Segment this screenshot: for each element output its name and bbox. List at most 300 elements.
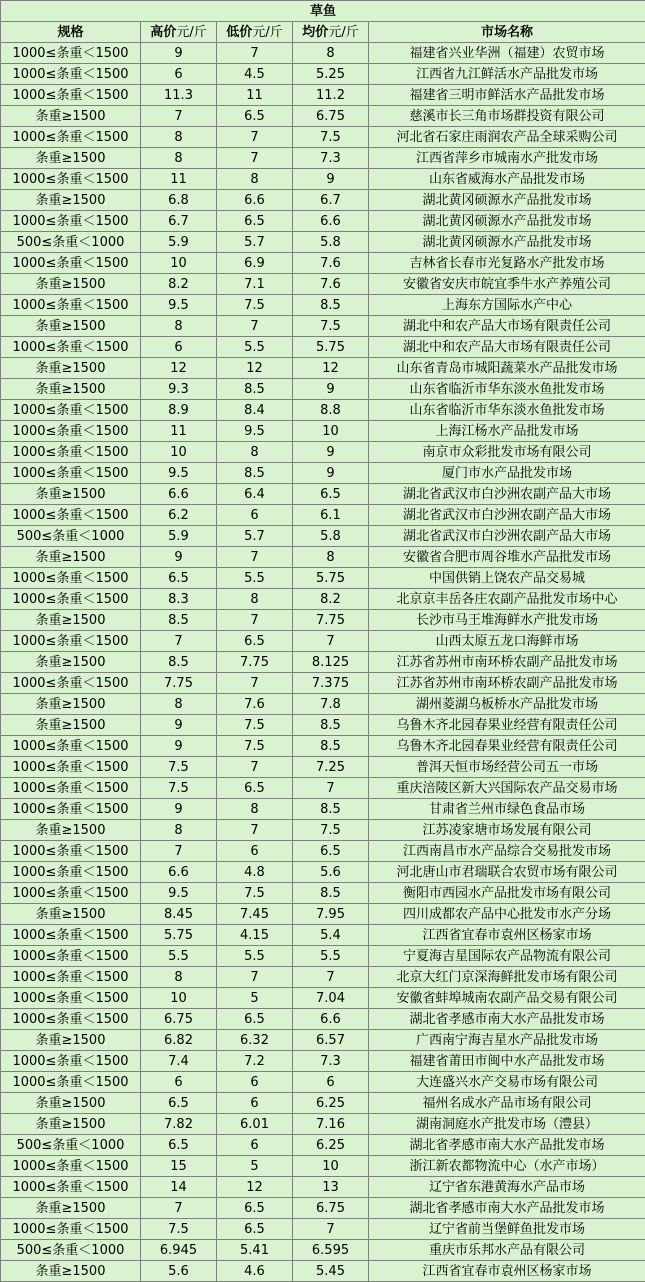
cell-high-price: 6 <box>141 64 217 85</box>
cell-market-name: 江西省宜春市袁州区杨家市场 <box>369 925 645 946</box>
cell-avg-price: 7.6 <box>293 253 369 274</box>
cell-high-price: 8.2 <box>141 274 217 295</box>
table-row <box>1 946 645 967</box>
cell-market-name: 湖州菱湖乌板桥水产品批发市场 <box>369 694 645 715</box>
table-row <box>1 925 645 946</box>
cell-spec: 1000≤条重＜1500 <box>1 442 141 463</box>
table-row <box>1 1114 645 1135</box>
cell-avg-price: 8.5 <box>293 295 369 316</box>
cell-avg-price: 7.3 <box>293 148 369 169</box>
table-row <box>1 148 645 169</box>
cell-low-price: 6.5 <box>217 1009 293 1030</box>
cell-avg-price: 6 <box>293 1072 369 1093</box>
cell-spec: 1000≤条重＜1500 <box>1 463 141 484</box>
cell-low-price: 6 <box>217 1093 293 1114</box>
cell-market-name: 辽宁省前当堡鲜鱼批发市场 <box>369 1219 645 1240</box>
header-row <box>1 22 645 43</box>
cell-market-name: 湖北省武汉市白沙洲农副产品大市场 <box>369 526 645 547</box>
cell-high-price: 14 <box>141 1177 217 1198</box>
cell-low-price: 6 <box>217 1072 293 1093</box>
cell-avg-price: 7.6 <box>293 274 369 295</box>
cell-high-price: 15 <box>141 1156 217 1177</box>
cell-high-price: 9 <box>141 799 217 820</box>
cell-low-price: 7 <box>217 610 293 631</box>
cell-avg-price: 6.5 <box>293 841 369 862</box>
cell-avg-price: 9 <box>293 169 369 190</box>
cell-low-price: 7.6 <box>217 694 293 715</box>
cell-high-price: 12 <box>141 358 217 379</box>
table-row <box>1 1240 645 1261</box>
cell-spec: 1000≤条重＜1500 <box>1 1051 141 1072</box>
cell-low-price: 6.5 <box>217 631 293 652</box>
cell-high-price: 7.4 <box>141 1051 217 1072</box>
cell-low-price: 6.5 <box>217 211 293 232</box>
cell-avg-price: 9 <box>293 463 369 484</box>
cell-market-name: 河北唐山市君瑞联合农贸市场有限公司 <box>369 862 645 883</box>
header-avg-price <box>293 22 369 43</box>
cell-market-name: 大连盛兴水产交易市场有限公司 <box>369 1072 645 1093</box>
cell-high-price: 6.7 <box>141 211 217 232</box>
cell-market-name: 福建省三明市鲜活水产品批发市场 <box>369 85 645 106</box>
cell-spec: 1000≤条重＜1500 <box>1 211 141 232</box>
cell-low-price: 7.75 <box>217 652 293 673</box>
cell-low-price: 8 <box>217 442 293 463</box>
table-row <box>1 316 645 337</box>
cell-low-price: 8.5 <box>217 379 293 400</box>
cell-market-name: 江苏凌家塘市场发展有限公司 <box>369 820 645 841</box>
cell-low-price: 11 <box>217 85 293 106</box>
table-row <box>1 610 645 631</box>
cell-high-price: 8 <box>141 127 217 148</box>
cell-avg-price: 7.3 <box>293 1051 369 1072</box>
cell-market-name: 衡阳市西园水产品批发市场有限公司 <box>369 883 645 904</box>
cell-spec: 1000≤条重＜1500 <box>1 43 141 64</box>
cell-avg-price: 6.5 <box>293 484 369 505</box>
header-unit: 元/斤 <box>252 24 283 40</box>
cell-market-name: 湖北省孝感市南大水产品批发市场 <box>369 1009 645 1030</box>
cell-spec: 1000≤条重＜1500 <box>1 295 141 316</box>
cell-high-price: 6.945 <box>141 1240 217 1261</box>
cell-spec: 条重≥1500 <box>1 274 141 295</box>
cell-low-price: 4.8 <box>217 862 293 883</box>
header-label: 低价 <box>226 24 253 40</box>
cell-avg-price: 7.5 <box>293 316 369 337</box>
cell-market-name: 宁夏海吉星国际农产品物流有限公司 <box>369 946 645 967</box>
cell-low-price: 7 <box>217 673 293 694</box>
table-row <box>1 232 645 253</box>
cell-avg-price: 7.16 <box>293 1114 369 1135</box>
cell-spec: 1000≤条重＜1500 <box>1 127 141 148</box>
cell-market-name: 河北省石家庄雨润农产品全球采购公司 <box>369 127 645 148</box>
table-row <box>1 358 645 379</box>
cell-avg-price: 5.75 <box>293 568 369 589</box>
cell-low-price: 6.5 <box>217 1198 293 1219</box>
cell-market-name: 厦门市水产品批发市场 <box>369 463 645 484</box>
cell-market-name: 山东省临沂市华东淡水鱼批发市场 <box>369 400 645 421</box>
cell-low-price: 5 <box>217 1156 293 1177</box>
table-row <box>1 1198 645 1219</box>
cell-spec: 500≤条重＜1000 <box>1 1240 141 1261</box>
cell-avg-price: 5.4 <box>293 925 369 946</box>
cell-market-name: 乌鲁木齐北园春果业经营有限责任公司 <box>369 736 645 757</box>
header-label: 均价 <box>302 24 329 40</box>
table-row <box>1 631 645 652</box>
cell-low-price: 7.1 <box>217 274 293 295</box>
table-row <box>1 85 645 106</box>
cell-low-price: 6.5 <box>217 106 293 127</box>
table-row <box>1 1030 645 1051</box>
cell-high-price: 7.5 <box>141 1219 217 1240</box>
cell-high-price: 5.9 <box>141 232 217 253</box>
cell-spec: 1000≤条重＜1500 <box>1 862 141 883</box>
cell-spec: 1000≤条重＜1500 <box>1 337 141 358</box>
table-row <box>1 442 645 463</box>
cell-avg-price: 5.25 <box>293 64 369 85</box>
table-row <box>1 106 645 127</box>
cell-market-name: 安徽省安庆市皖宜季牛水产养殖公司 <box>369 274 645 295</box>
cell-market-name: 上海东方国际水产中心 <box>369 295 645 316</box>
cell-high-price: 10 <box>141 988 217 1009</box>
cell-avg-price: 6.6 <box>293 1009 369 1030</box>
cell-avg-price: 8 <box>293 43 369 64</box>
cell-avg-price: 6.75 <box>293 106 369 127</box>
table-row <box>1 883 645 904</box>
cell-spec: 1000≤条重＜1500 <box>1 988 141 1009</box>
cell-high-price: 8 <box>141 694 217 715</box>
cell-low-price: 6.01 <box>217 1114 293 1135</box>
cell-spec: 条重≥1500 <box>1 148 141 169</box>
cell-low-price: 7.2 <box>217 1051 293 1072</box>
table-row <box>1 862 645 883</box>
cell-avg-price: 7.95 <box>293 904 369 925</box>
cell-avg-price: 8.5 <box>293 736 369 757</box>
cell-high-price: 7 <box>141 106 217 127</box>
cell-market-name: 江西省宜春市袁州区杨家市场 <box>369 1261 645 1282</box>
header-spec <box>1 22 141 43</box>
cell-avg-price: 6.25 <box>293 1093 369 1114</box>
cell-avg-price: 8.5 <box>293 715 369 736</box>
header-market-name <box>369 22 645 43</box>
cell-avg-price: 5.8 <box>293 526 369 547</box>
cell-market-name: 安徽省蚌埠城南农副产品交易有限公司 <box>369 988 645 1009</box>
table-row <box>1 1093 645 1114</box>
cell-high-price: 6.6 <box>141 484 217 505</box>
cell-market-name: 湖北中和农产品大市场有限责任公司 <box>369 316 645 337</box>
cell-avg-price: 8 <box>293 547 369 568</box>
header-label: 规格 <box>57 24 84 40</box>
cell-spec: 1000≤条重＜1500 <box>1 631 141 652</box>
table-row <box>1 295 645 316</box>
cell-market-name: 江苏省苏州市南环桥农副产品批发市场 <box>369 652 645 673</box>
cell-low-price: 7.5 <box>217 883 293 904</box>
cell-spec: 1000≤条重＜1500 <box>1 505 141 526</box>
cell-spec: 1000≤条重＜1500 <box>1 568 141 589</box>
cell-spec: 1000≤条重＜1500 <box>1 1219 141 1240</box>
cell-avg-price: 7.8 <box>293 694 369 715</box>
cell-market-name: 普洱天恒市场经营公司五一市场 <box>369 757 645 778</box>
cell-low-price: 5.5 <box>217 568 293 589</box>
cell-avg-price: 6.1 <box>293 505 369 526</box>
cell-avg-price: 10 <box>293 1156 369 1177</box>
cell-spec: 条重≥1500 <box>1 358 141 379</box>
table-row <box>1 1135 645 1156</box>
cell-low-price: 7 <box>217 820 293 841</box>
cell-low-price: 7.5 <box>217 715 293 736</box>
cell-spec: 1000≤条重＜1500 <box>1 169 141 190</box>
cell-market-name: 湖北省孝感市南大水产品批发市场 <box>369 1135 645 1156</box>
cell-avg-price: 6.75 <box>293 1198 369 1219</box>
table-row <box>1 841 645 862</box>
cell-low-price: 7 <box>217 148 293 169</box>
cell-avg-price: 6.57 <box>293 1030 369 1051</box>
table-row <box>1 274 645 295</box>
table-row <box>1 463 645 484</box>
table-title: 草鱼 <box>1 1 645 22</box>
table-row <box>1 1219 645 1240</box>
table-row <box>1 736 645 757</box>
cell-avg-price: 9 <box>293 442 369 463</box>
cell-high-price: 9.3 <box>141 379 217 400</box>
cell-high-price: 10 <box>141 253 217 274</box>
table-row <box>1 400 645 421</box>
cell-high-price: 6.75 <box>141 1009 217 1030</box>
table-row <box>1 190 645 211</box>
cell-market-name: 江西南昌市水产品综合交易批发市场 <box>369 841 645 862</box>
cell-market-name: 湖北中和农产品大市场有限责任公司 <box>369 337 645 358</box>
cell-high-price: 6.82 <box>141 1030 217 1051</box>
table-row <box>1 1261 645 1282</box>
cell-spec: 条重≥1500 <box>1 820 141 841</box>
cell-avg-price: 5.6 <box>293 862 369 883</box>
header-low-price <box>217 22 293 43</box>
cell-spec: 条重≥1500 <box>1 547 141 568</box>
table-body <box>1 43 645 1282</box>
cell-market-name: 北京京丰岳各庄农副产品批发市场中心 <box>369 589 645 610</box>
table-row <box>1 547 645 568</box>
cell-low-price: 9.5 <box>217 421 293 442</box>
cell-high-price: 8.3 <box>141 589 217 610</box>
table-row <box>1 904 645 925</box>
cell-low-price: 8.5 <box>217 463 293 484</box>
cell-avg-price: 12 <box>293 358 369 379</box>
cell-low-price: 7.5 <box>217 736 293 757</box>
table-row <box>1 127 645 148</box>
cell-avg-price: 9 <box>293 379 369 400</box>
cell-spec: 1000≤条重＜1500 <box>1 841 141 862</box>
cell-low-price: 8.4 <box>217 400 293 421</box>
cell-high-price: 7.82 <box>141 1114 217 1135</box>
cell-spec: 1000≤条重＜1500 <box>1 64 141 85</box>
cell-spec: 1000≤条重＜1500 <box>1 673 141 694</box>
cell-market-name: 湖北黄冈硕源水产品批发市场 <box>369 190 645 211</box>
cell-market-name: 福建省莆田市闽中水产品批发市场 <box>369 1051 645 1072</box>
cell-market-name: 山西太原五龙口海鲜市场 <box>369 631 645 652</box>
cell-market-name: 江西省萍乡市城南水产批发市场 <box>369 148 645 169</box>
cell-spec: 条重≥1500 <box>1 1030 141 1051</box>
cell-market-name: 南京市众彩批发市场有限公司 <box>369 442 645 463</box>
table-row <box>1 526 645 547</box>
table-row <box>1 694 645 715</box>
cell-high-price: 9.5 <box>141 295 217 316</box>
cell-high-price: 5.9 <box>141 526 217 547</box>
cell-avg-price: 8.2 <box>293 589 369 610</box>
cell-avg-price: 8.8 <box>293 400 369 421</box>
cell-market-name: 上海江杨水产品批发市场 <box>369 421 645 442</box>
cell-spec: 500≤条重＜1000 <box>1 232 141 253</box>
cell-spec: 1000≤条重＜1500 <box>1 736 141 757</box>
cell-avg-price: 8.5 <box>293 883 369 904</box>
cell-low-price: 5.41 <box>217 1240 293 1261</box>
cell-high-price: 8 <box>141 820 217 841</box>
header-high-price <box>141 22 217 43</box>
cell-market-name: 乌鲁木齐北园春果业经营有限责任公司 <box>369 715 645 736</box>
cell-spec: 条重≥1500 <box>1 316 141 337</box>
cell-spec: 1000≤条重＜1500 <box>1 799 141 820</box>
table-row <box>1 169 645 190</box>
cell-market-name: 湖北黄冈硕源水产品批发市场 <box>369 232 645 253</box>
cell-high-price: 7 <box>141 841 217 862</box>
cell-spec: 条重≥1500 <box>1 694 141 715</box>
cell-market-name: 湖北省武汉市白沙洲农副产品大市场 <box>369 505 645 526</box>
cell-high-price: 6 <box>141 337 217 358</box>
cell-market-name: 广西南宁海吉星水产品批发市场 <box>369 1030 645 1051</box>
cell-spec: 1000≤条重＜1500 <box>1 400 141 421</box>
cell-low-price: 6 <box>217 1135 293 1156</box>
cell-market-name: 安徽省合肥市周谷堆水产品批发市场 <box>369 547 645 568</box>
cell-avg-price: 7 <box>293 967 369 988</box>
cell-avg-price: 7.5 <box>293 127 369 148</box>
cell-market-name: 湖北黄冈硕源水产品批发市场 <box>369 211 645 232</box>
cell-market-name: 山东省青岛市城阳蔬菜水产品批发市场 <box>369 358 645 379</box>
cell-market-name: 重庆市乐邦水产品有限公司 <box>369 1240 645 1261</box>
cell-spec: 1000≤条重＜1500 <box>1 1072 141 1093</box>
cell-low-price: 5.7 <box>217 526 293 547</box>
cell-avg-price: 7.25 <box>293 757 369 778</box>
cell-spec: 条重≥1500 <box>1 190 141 211</box>
cell-high-price: 9.5 <box>141 883 217 904</box>
cell-market-name: 慈溪市长三角市场群投资有限公司 <box>369 106 645 127</box>
table-row <box>1 1072 645 1093</box>
cell-low-price: 7 <box>217 43 293 64</box>
cell-high-price: 10 <box>141 442 217 463</box>
cell-low-price: 5 <box>217 988 293 1009</box>
table-row <box>1 988 645 1009</box>
cell-low-price: 12 <box>217 358 293 379</box>
cell-low-price: 12 <box>217 1177 293 1198</box>
cell-low-price: 7 <box>217 967 293 988</box>
cell-spec: 条重≥1500 <box>1 106 141 127</box>
cell-spec: 1000≤条重＜1500 <box>1 589 141 610</box>
cell-spec: 条重≥1500 <box>1 610 141 631</box>
cell-spec: 条重≥1500 <box>1 1261 141 1282</box>
cell-low-price: 5.5 <box>217 337 293 358</box>
cell-market-name: 四川成都农产品中心批发市水产分场 <box>369 904 645 925</box>
cell-avg-price: 5.45 <box>293 1261 369 1282</box>
cell-high-price: 8 <box>141 316 217 337</box>
cell-avg-price: 7.04 <box>293 988 369 1009</box>
table-row <box>1 379 645 400</box>
cell-low-price: 6.4 <box>217 484 293 505</box>
table-row <box>1 211 645 232</box>
cell-high-price: 8.9 <box>141 400 217 421</box>
cell-spec: 1000≤条重＜1500 <box>1 85 141 106</box>
cell-high-price: 8 <box>141 967 217 988</box>
cell-market-name: 长沙市马王堆海鲜水产批发市场 <box>369 610 645 631</box>
cell-market-name: 湖北省武汉市白沙洲农副产品大市场 <box>369 484 645 505</box>
cell-low-price: 7 <box>217 316 293 337</box>
cell-high-price: 7.5 <box>141 778 217 799</box>
cell-market-name: 甘肃省兰州市绿色食品市场 <box>369 799 645 820</box>
cell-high-price: 11 <box>141 421 217 442</box>
cell-avg-price: 7 <box>293 778 369 799</box>
cell-market-name: 山东省威海水产品批发市场 <box>369 169 645 190</box>
cell-high-price: 6.5 <box>141 1135 217 1156</box>
table-row <box>1 778 645 799</box>
table-row <box>1 1177 645 1198</box>
cell-avg-price: 10 <box>293 421 369 442</box>
cell-market-name: 重庆涪陵区新大兴国际农产品交易市场 <box>369 778 645 799</box>
cell-high-price: 7.5 <box>141 757 217 778</box>
cell-low-price: 8 <box>217 169 293 190</box>
cell-avg-price: 7.5 <box>293 820 369 841</box>
cell-low-price: 7 <box>217 127 293 148</box>
cell-high-price: 5.75 <box>141 925 217 946</box>
cell-low-price: 4.15 <box>217 925 293 946</box>
cell-market-name: 福州名成水产品市场有限公司 <box>369 1093 645 1114</box>
cell-market-name: 江西省九江鲜活水产品批发市场 <box>369 64 645 85</box>
cell-avg-price: 5.5 <box>293 946 369 967</box>
cell-spec: 条重≥1500 <box>1 379 141 400</box>
header-unit: 元/斤 <box>328 24 359 40</box>
table-row <box>1 1156 645 1177</box>
cell-market-name: 山东省临沂市华东淡水鱼批发市场 <box>369 379 645 400</box>
cell-low-price: 7 <box>217 757 293 778</box>
cell-high-price: 6 <box>141 1072 217 1093</box>
cell-market-name: 湖南洞庭水产批发市场（澧县） <box>369 1114 645 1135</box>
cell-high-price: 7.75 <box>141 673 217 694</box>
table-row <box>1 43 645 64</box>
table-row <box>1 589 645 610</box>
cell-market-name: 江苏省苏州市南环桥农副产品批发市场 <box>369 673 645 694</box>
cell-market-name: 吉林省长春市光复路水产批发市场 <box>369 253 645 274</box>
cell-spec: 1000≤条重＜1500 <box>1 253 141 274</box>
table-row <box>1 505 645 526</box>
cell-spec: 条重≥1500 <box>1 904 141 925</box>
header-unit: 元/斤 <box>176 24 207 40</box>
table-row <box>1 820 645 841</box>
cell-avg-price: 5.75 <box>293 337 369 358</box>
cell-low-price: 6 <box>217 841 293 862</box>
cell-high-price: 6.8 <box>141 190 217 211</box>
cell-low-price: 7.5 <box>217 295 293 316</box>
cell-market-name: 中国供销上饶农产品交易城 <box>369 568 645 589</box>
cell-spec: 条重≥1500 <box>1 1114 141 1135</box>
table-row <box>1 1051 645 1072</box>
cell-high-price: 7 <box>141 631 217 652</box>
cell-spec: 条重≥1500 <box>1 1198 141 1219</box>
cell-spec: 1000≤条重＜1500 <box>1 1177 141 1198</box>
title-row <box>1 1 645 22</box>
table-row <box>1 568 645 589</box>
table-row <box>1 652 645 673</box>
cell-spec: 条重≥1500 <box>1 1093 141 1114</box>
cell-low-price: 6.32 <box>217 1030 293 1051</box>
cell-spec: 条重≥1500 <box>1 715 141 736</box>
table-row <box>1 64 645 85</box>
cell-spec: 1000≤条重＜1500 <box>1 421 141 442</box>
table-row <box>1 967 645 988</box>
cell-market-name: 浙江新农都物流中心（水产市场） <box>369 1156 645 1177</box>
